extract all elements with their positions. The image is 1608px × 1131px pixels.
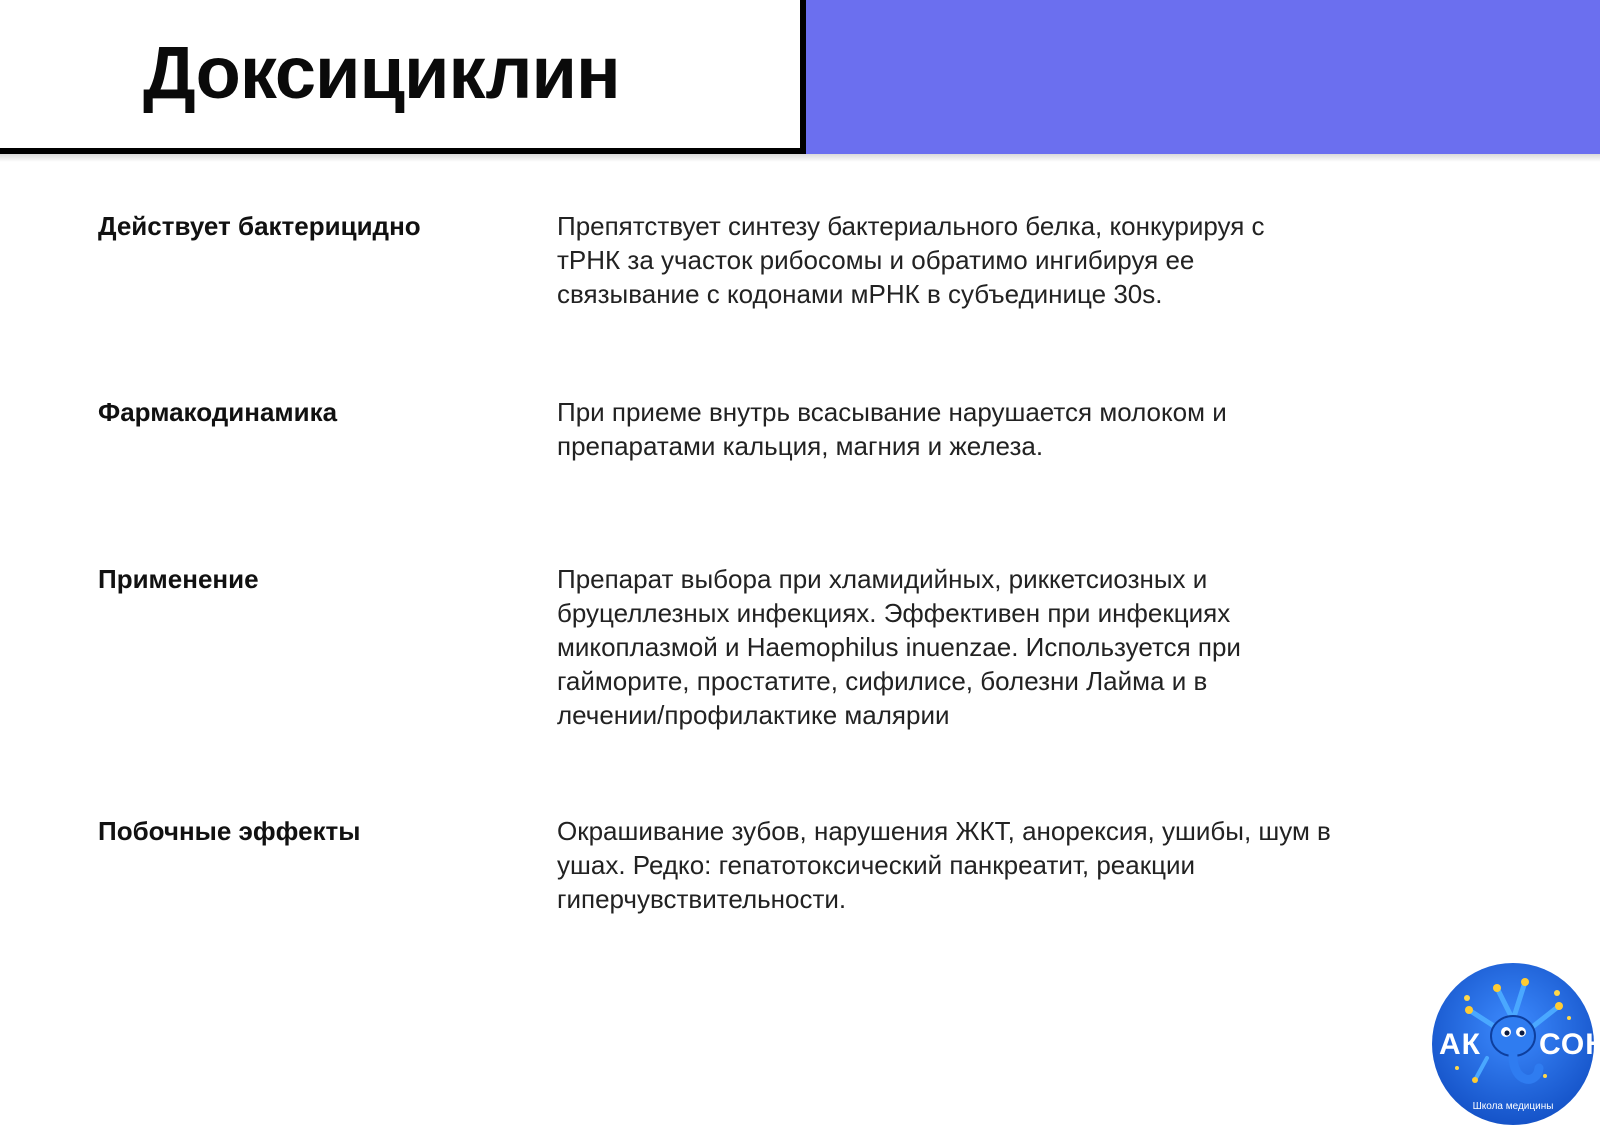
description-line: лечении/профилактике малярии xyxy=(557,700,950,730)
description-line: Окрашивание зубов, нарушения ЖКТ, анорексия, ушибы, шум в xyxy=(557,816,1331,846)
row-label: Действует бактерицидно xyxy=(98,211,421,241)
row-description xyxy=(557,814,1457,916)
school-logo xyxy=(1427,958,1608,1130)
row-description xyxy=(557,209,1457,311)
description-line: Препятствует синтезу бактериального белка, конкурируя с xyxy=(557,211,1265,241)
description-line: тРНК за участок рибосомы и обратимо ингибируя ее xyxy=(557,245,1195,275)
description-line: микоплазмой и Haemophilus inuenzae. Используется при xyxy=(557,632,1241,662)
page-title: Доксициклин xyxy=(143,31,620,114)
row-label: Фармакодинамика xyxy=(98,397,338,427)
description-line: При приеме внутрь всасывание нарушается молоком и xyxy=(557,397,1227,427)
row-description xyxy=(557,562,1457,732)
row-label: Применение xyxy=(98,564,259,594)
logo-text-left: АК xyxy=(1439,1028,1481,1061)
description-line: ушах. Редко: гепатотоксический панкреатит, реакции xyxy=(557,850,1196,880)
description-line: гиперчувствительности. xyxy=(557,884,847,914)
description-line: препаратами кальция, магния и железа. xyxy=(557,431,1044,461)
header-accent-block xyxy=(806,0,1600,154)
logo-text-right: СОН xyxy=(1539,1028,1608,1061)
description-line: Препарат выбора при хламидийных, риккетсиозных и xyxy=(557,564,1208,594)
description-line: связывание с кодонами мРНК в субъединице 30s. xyxy=(557,279,1163,309)
description-line: бруцеллезных инфекциях. Эффективен при инфекциях xyxy=(557,598,1231,628)
row-label: Побочные эффекты xyxy=(98,816,361,846)
description-line: гайморите, простатите, сифилисе, болезни Лайма и в xyxy=(557,666,1208,696)
logo-caption: Школа медицины xyxy=(1472,1101,1554,1112)
row-description xyxy=(557,395,1457,463)
